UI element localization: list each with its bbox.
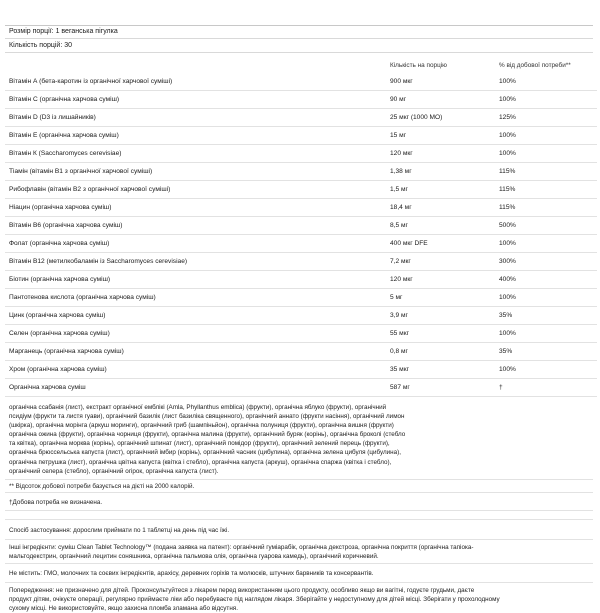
nutrient-row	[5, 73, 597, 91]
spacer	[5, 511, 593, 520]
nutrient-name: Пантотенова кислота (органічна харчова суміш)	[5, 289, 390, 307]
nutrient-row	[5, 163, 597, 181]
nutrient-name: Органічна харчова суміш	[5, 379, 390, 397]
blend-ingredients	[5, 397, 593, 480]
nutrient-amount: 400 мкг DFE	[390, 235, 499, 253]
blend-line: органічна ожина (фрукти), органічна чорниця (фрукти), органічна малина (фрукти), органічний буряк (корінь), органічна броколі (стебло	[9, 431, 406, 439]
dv-column-header: % від добової потреби**	[499, 62, 571, 69]
nutrient-amount: 1,5 мг	[390, 181, 499, 199]
nutrient-name: Вітамін К (Saccharomyces cerevisiae)	[5, 145, 390, 163]
nutrient-row	[5, 253, 597, 271]
nutrient-dv: 100%	[499, 91, 597, 109]
nutrient-row	[5, 325, 597, 343]
nutrient-dv: 300%	[499, 253, 597, 271]
other-ingredients-line: мальтодекстрин, органічний лецитин соняшника, органічна пальмова олія, органічна гуарова камедь), органічний коричневий.	[9, 552, 379, 560]
nutrient-dv: 35%	[499, 343, 597, 361]
nutrient-row	[5, 181, 597, 199]
nutrient-row	[5, 343, 597, 361]
nutrient-amount: 8,5 мг	[390, 217, 499, 235]
servings-per-container: Кількість порцій: 30	[9, 42, 73, 49]
nutrient-amount: 0,8 мг	[390, 343, 499, 361]
nutrient-row	[5, 379, 597, 397]
nutrient-amount: 25 мкг (1000 МО)	[390, 109, 499, 127]
nutrient-dv: 100%	[499, 325, 597, 343]
nutrient-name: Ніацин (органічна харчова суміш)	[5, 199, 390, 217]
free-of-statement: Не містить: ГМО, молочних та соєвих інгредієнтів, арахісу, деревних горіхів та молюсків, штучних барвників та консервантів.	[5, 564, 593, 583]
warning-line: продукт дітям, очікуєте операції, регулярно приймаєте ліки або перебуваєте під наглядом лікаря. Зберігайте у недоступному для дітей місці. Зберігати у прохолодному	[9, 595, 500, 603]
nutrient-amount: 15 мг	[390, 127, 499, 145]
nutrient-dv: 125%	[499, 109, 597, 127]
nutrient-row	[5, 271, 597, 289]
blend-line: органічний селера (стебло), органічний огірок, органічна капуста (лист).	[9, 467, 219, 475]
other-ingredients-line: Інші інгредієнти: суміш Clean Tablet Technology™ (подана заявка на патент): органічний гуміарабік, органічна декстроза, органічна покриття (органічна тапіока-	[9, 543, 474, 551]
dv-not-established-note: †Добова потреба не визначена.	[5, 493, 593, 511]
panel-top-rule	[5, 25, 593, 26]
nutrient-dv: 100%	[499, 127, 597, 145]
nutrient-name: Марганець (органічна харчова суміш)	[5, 343, 390, 361]
nutrient-row	[5, 145, 597, 163]
nutrient-table	[5, 73, 597, 397]
blend-line: органічна брюссельська капуста (лист), органічний імбир (корінь), органічний часник (цибулина), органічна зелена цибуля (цибулина),	[9, 449, 402, 457]
nutrient-amount: 120 мкг	[390, 145, 499, 163]
blend-line: органічна петрушка (лист), органічна цвітна капуста (квітка і стебло), органічна капуста (аркуш), органічна спаржа (квітка і стебло),	[9, 458, 392, 466]
nutrient-dv: 100%	[499, 235, 597, 253]
nutrient-amount: 7,2 мкг	[390, 253, 499, 271]
nutrient-row	[5, 235, 597, 253]
nutrient-name: Вітамін А (бета-каротин із органічної харчової суміші)	[5, 73, 390, 91]
nutrient-row	[5, 307, 597, 325]
warning-line: Попередження: не призначено для дітей. Проконсультуйтеся з лікарем перед використанням цього продукту, особливо якщо ви вагітні, годуєте грудьми, даєте	[9, 586, 475, 594]
column-headers	[5, 53, 593, 73]
nutrient-dv: 100%	[499, 73, 597, 91]
nutrient-name: Вітамін Е (органічна харчова суміш)	[5, 127, 390, 145]
nutrient-amount: 900 мкг	[390, 73, 499, 91]
nutrient-amount: 5 мг	[390, 289, 499, 307]
warning-statement	[5, 583, 593, 613]
nutrient-dv: 400%	[499, 271, 597, 289]
nutrient-name: Селен (органічна харчова суміш)	[5, 325, 390, 343]
nutrient-name: Вітамін В12 (метилкобаламін із Saccharomyces cerevisiae)	[5, 253, 390, 271]
blend-line: органічна ссабанія (лист), екстракт органічної емблікі (Amla, Phyllanthus emblica) (фрукти), органічна яблуко (фрукти), органічний	[9, 404, 387, 411]
nutrient-name: Вітамін В6 (органічна харчова суміш)	[5, 217, 390, 235]
nutrient-dv: 100%	[499, 145, 597, 163]
nutrient-name: Фолат (органічна харчова суміш)	[5, 235, 390, 253]
nutrient-amount: 90 мг	[390, 91, 499, 109]
nutrient-dv: 100%	[499, 361, 597, 379]
nutrient-dv: 115%	[499, 163, 597, 181]
nutrient-amount: 1,38 мг	[390, 163, 499, 181]
nutrient-name: Вітамін D (D3 із лишайників)	[5, 109, 390, 127]
nutrient-amount: 587 мг	[390, 379, 499, 397]
nutrient-dv: †	[499, 379, 597, 397]
nutrient-row	[5, 289, 597, 307]
nutrient-row	[5, 361, 597, 379]
nutrient-name: Вітамін С (органічна харчова суміш)	[5, 91, 390, 109]
nutrient-name: Тіамін (вітамін В1 з органічної харчової суміші)	[5, 163, 390, 181]
nutrient-amount: 35 мкг	[390, 361, 499, 379]
nutrient-dv: 500%	[499, 217, 597, 235]
blend-line: псидіум (фрукти та листя гуави), органічний базилік (лист базиліка священного), органічний аннато (фрукти насіння), органічний лимон	[9, 413, 405, 421]
nutrient-amount: 120 мкг	[390, 271, 499, 289]
blend-line: та квітка), органічна морква (корінь), органічний шпинат (лист), органічний помідор (фрукти), органічний зелений перець (фрукти),	[9, 440, 390, 448]
nutrient-dv: 100%	[499, 289, 597, 307]
nutrient-row	[5, 217, 597, 235]
blend-line: (шкірка), органічна морінга (аркуш моринги), органічний гриб (шампіньйон), органічна полуниця (фрукти), органічна вишня (фрукти)	[9, 422, 394, 430]
nutrient-name: Рибофлавін (вітамін В2 з органічної харчової суміші)	[5, 181, 390, 199]
nutrient-amount: 18,4 мг	[390, 199, 499, 217]
nutrient-dv: 115%	[499, 181, 597, 199]
serving-size: Розмір порції: 1 веганська пігулка	[9, 28, 118, 35]
nutrient-name: Хром (органічна харчова суміш)	[5, 361, 390, 379]
other-ingredients	[5, 540, 593, 564]
warning-line: сухому місці. Не використовуйте, якщо захисна пломба зламана або відсутня.	[9, 604, 238, 612]
nutrient-row	[5, 91, 597, 109]
nutrient-dv: 115%	[499, 199, 597, 217]
nutrient-name: Біотин (органічна харчова суміш)	[5, 271, 390, 289]
nutrient-name: Цинк (органічна харчова суміш)	[5, 307, 390, 325]
nutrient-amount: 3,9 мг	[390, 307, 499, 325]
nutrient-amount: 55 мкг	[390, 325, 499, 343]
supplement-facts-panel	[5, 27, 593, 613]
nutrient-row	[5, 127, 597, 145]
nutrient-row	[5, 199, 597, 217]
amount-column-header: Кількість на порцію	[390, 62, 447, 69]
dv-basis-note: ** Відсоток добової потреби базується на дієті на 2000 калорій.	[5, 480, 593, 493]
usage-directions: Спосіб застосування: дорослим приймати по 1 таблетці на день під час їжі.	[5, 520, 593, 540]
nutrient-dv: 35%	[499, 307, 597, 325]
nutrient-row	[5, 109, 597, 127]
